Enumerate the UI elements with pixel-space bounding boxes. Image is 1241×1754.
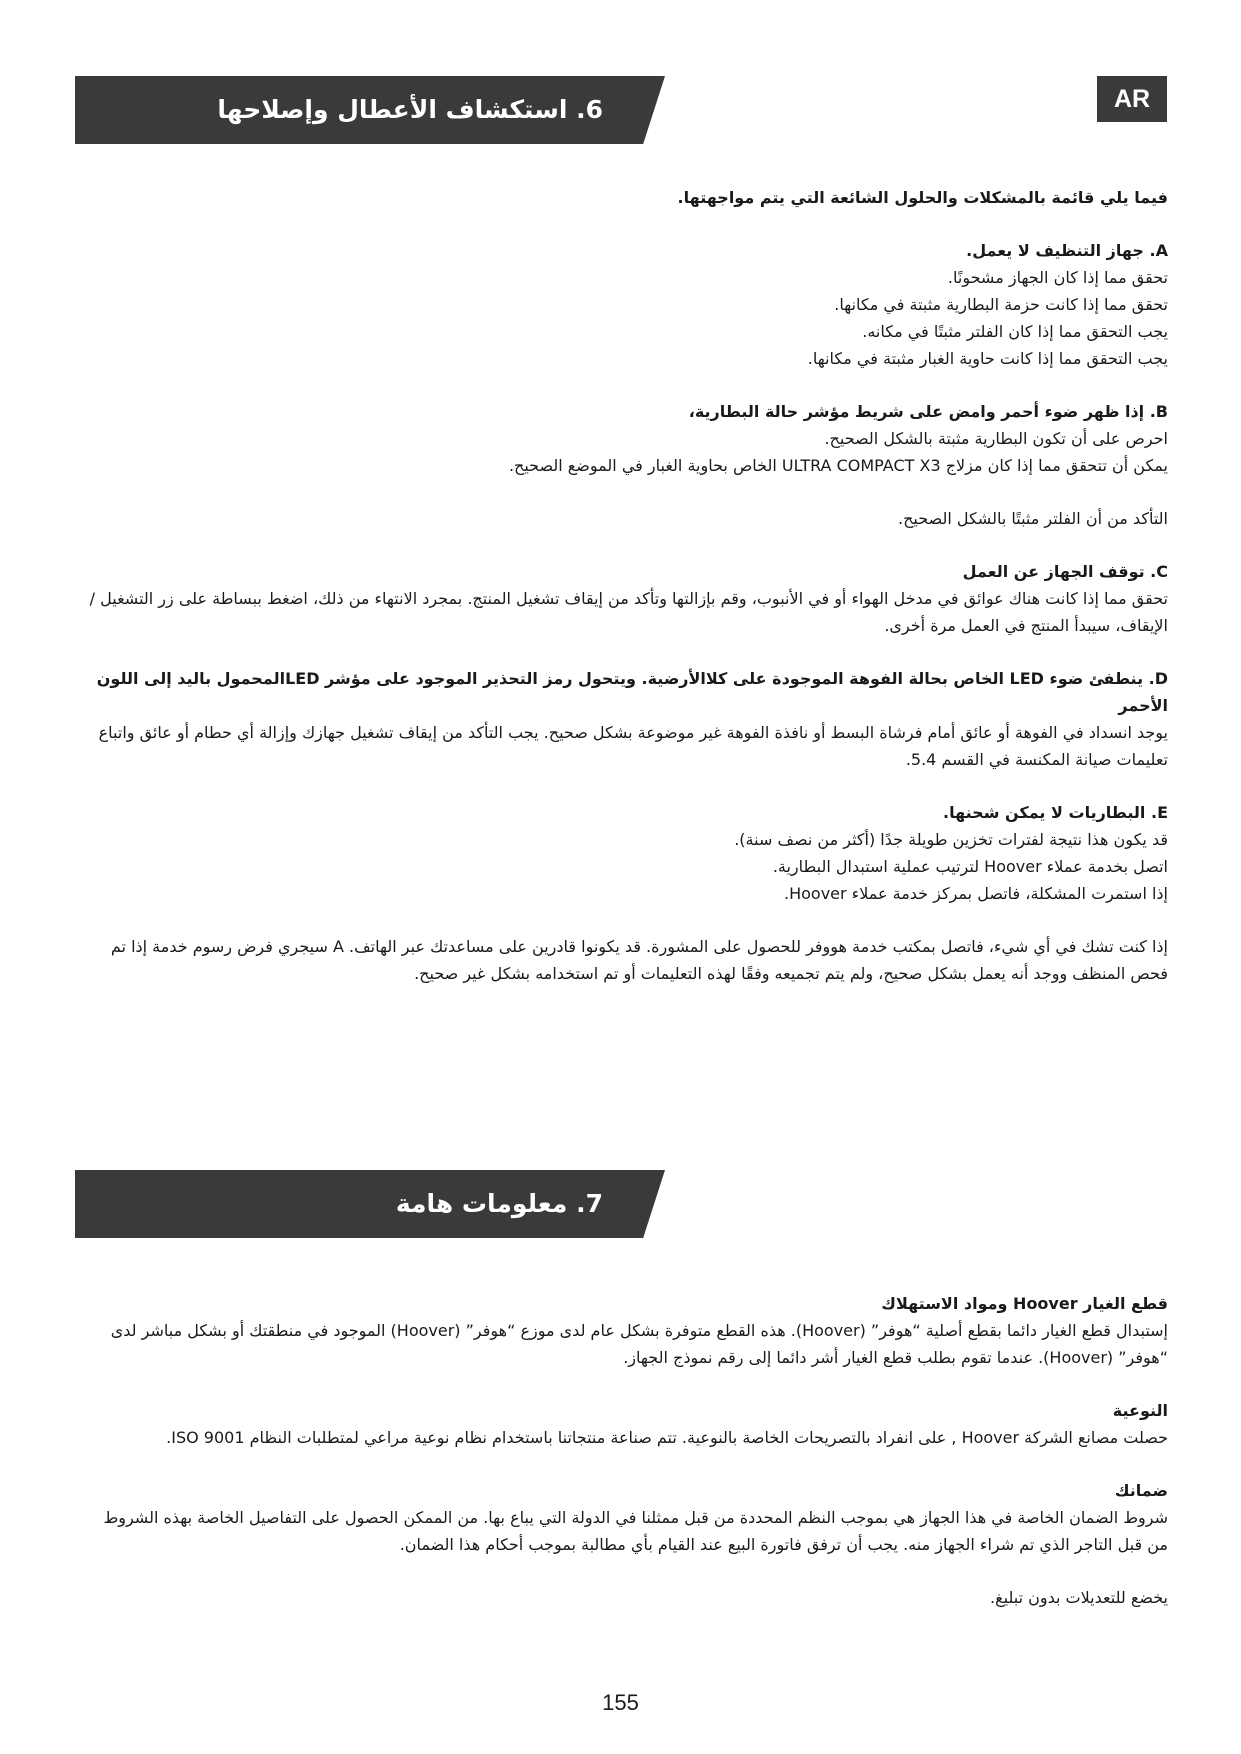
issue-a-line: تحقق مما إذا كان الجهاز مشحونًا. (947, 268, 1168, 287)
issue-b-line: يمكن أن تتحقق مما إذا كان مزلاج ULTRA COMPACT X3 الخاص بحاوية الغبار في الموضع الصحيح. (508, 456, 1168, 475)
warranty-body: شروط الضمان الخاصة في هذا الجهاز هي بموجب النظم المحددة من قبل ممثلنا في الدولة التي يباع بها. من الممكن الحصول على التفاصيل الخاصة بهذه الشروط من قبل التاجر الذي تم شراء الجهاز منه. يجب أن ترفق فاتورة البيع عند القيام بأي مطالبة بموجب أحكام هذا الضمان. (103, 1508, 1168, 1554)
issue-a-heading: A. جهاز التنظيف لا يعمل. (966, 241, 1168, 260)
section-6-intro: فيما يلي قائمة بالمشكلات والحلول الشائعة التي يتم مواجهتها. (677, 188, 1168, 207)
issue-e-heading: E. البطاريات لا يمكن شحنها. (942, 803, 1168, 822)
issue-a-line: يجب التحقق مما إذا كانت حاوية الغبار مثبتة في مكانها. (807, 349, 1168, 368)
issue-e-line: قد يكون هذا نتيجة لفترات تخزين طويلة جدًا (أكثر من نصف سنة). (734, 830, 1168, 849)
issue-c-heading: C. توقف الجهاز عن العمل (962, 562, 1168, 581)
language-badge: AR (1097, 76, 1167, 122)
issue-e-line: اتصل بخدمة عملاء Hoover لترتيب عملية استبدال البطارية. (772, 857, 1168, 876)
issue-a-line: تحقق مما إذا كانت حزمة البطارية مثبتة في مكانها. (834, 295, 1168, 314)
section-6-content (88, 184, 1168, 987)
issue-b-heading: B. إذا ظهر ضوء أحمر وامض على شريط مؤشر حالة البطارية، (688, 402, 1168, 421)
warranty-heading: ضمانك (1114, 1481, 1168, 1500)
section-7-banner (75, 1170, 665, 1264)
page-number: 155 (602, 1690, 639, 1715)
issue-b-line: احرص على أن تكون البطارية مثبتة بالشكل الصحيح. (824, 429, 1168, 448)
spare-parts-heading: قطع الغيار Hoover ومواد الاستهلاك (881, 1294, 1168, 1313)
section-6-closing: إذا كنت تشك في أي شيء، فاتصل بمكتب خدمة هووفر للحصول على المشورة. قد يكونوا قادرين على مساعدتك عبر الهاتف. A سيجري فرض رسوم خدمة إذا تم فحص المنظف ووجد أنه يعمل بشكل صحيح، ولم يتم تجميعه وفقًا لهذه التعليمات أو تم استخدامه بشكل غير صحيح. (110, 937, 1168, 983)
section-6-banner (75, 76, 665, 170)
issue-d-heading: D. ينطفئ ضوء LED الخاص بحالة الفوهة الموجودة على كلاالأرضية. ويتحول رمز التحذير الموجود على مؤشر LEDالمحمول باليد إلى اللون الأحمر (96, 669, 1168, 715)
issue-b-extra: التأكد من أن الفلتر مثبتًا بالشكل الصحيح. (898, 509, 1168, 528)
quality-heading: النوعية (1112, 1401, 1168, 1420)
section-7-content (88, 1290, 1168, 1611)
issue-e-line: إذا استمرت المشكلة، فاتصل بمركز خدمة عملاء Hoover. (784, 884, 1168, 903)
modification-notice: يخضع للتعديلات بدون تبليغ. (990, 1588, 1168, 1607)
section-6-title: 6. استكشاف الأعطال وإصلاحها (217, 95, 603, 124)
issue-d-body: يوجد انسداد في الفوهة أو عائق أمام فرشاة البسط أو نافذة الفوهة غير موضوعة بشكل صحيح. يجب التأكد من إيقاف تشغيل جهازك وإزالة أي حطام أو عائق واتباع تعليمات صيانة المكنسة في القسم 5.4. (98, 723, 1168, 769)
issue-a-line: يجب التحقق مما إذا كان الفلتر مثبتًا في مكانه. (862, 322, 1168, 341)
spare-parts-body: إستبدال قطع الغيار دائما بقطع أصلية “هوفر” (Hoover). هذه القطع متوفرة بشكل عام لدى موزع “هوفر” (Hoover) الموجود في منطقتك أو بشكل مباشر لدى “هوفر” (Hoover). عندما تقوم بطلب قطع الغيار أشر دائما إلى رقم نموذج الجهاز. (110, 1321, 1168, 1367)
quality-body: حصلت مصانع الشركة Hoover , على انفراد بالتصريحات الخاصة بالنوعية. تتم صناعة منتجاتنا باستخدام نظام نوعية مراعي لمتطلبات النظام ISO 9001. (166, 1428, 1168, 1447)
section-7-title: 7. معلومات هامة (395, 1189, 603, 1218)
issue-c-body: تحقق مما إذا كانت هناك عوائق في مدخل الهواء أو في الأنبوب، وقم بإزالتها وتأكد من إيقاف تشغيل المنتج. بمجرد الانتهاء من ذلك، اضغط ببساطة على زر التشغيل / الإيقاف، سيبدأ المنتج في العمل مرة أخرى. (89, 589, 1168, 635)
